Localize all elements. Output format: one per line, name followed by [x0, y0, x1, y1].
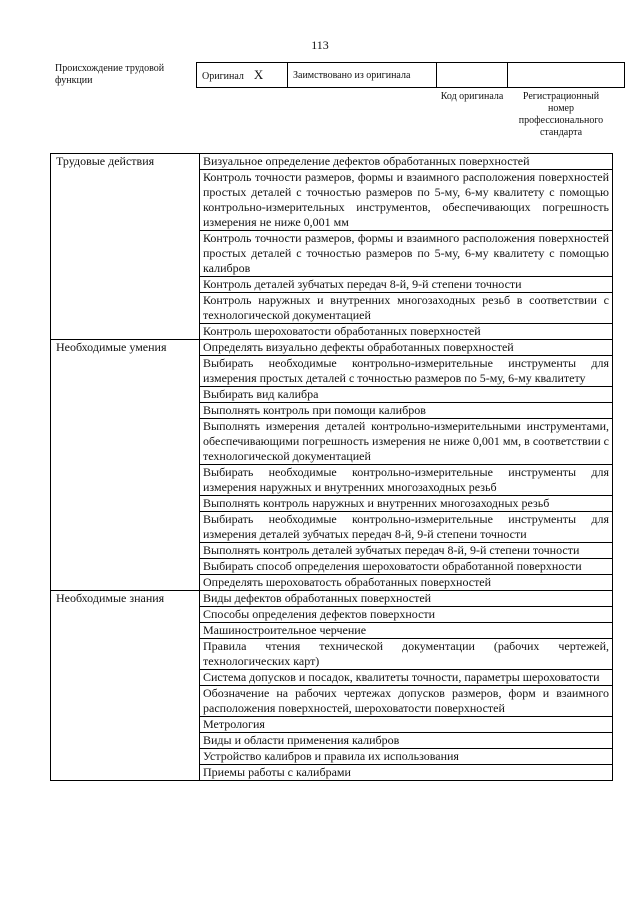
list-item: Визуальное определение дефектов обработанных поверхностей: [200, 154, 613, 170]
table-row: [51, 154, 613, 170]
code-cell: [437, 63, 508, 88]
list-item: Контроль наружных и внутренних многозаходных резьб в соответствии с технологической документацией: [200, 293, 613, 324]
list-item: Контроль шероховатости обработанных поверхностей: [200, 324, 613, 340]
list-item: Выбирать необходимые контрольно-измерительные инструменты для измерения простых деталей с точностью размеров по 5-му, 6-му квалитету: [200, 356, 613, 387]
list-item: Машиностроительное черчение: [200, 623, 613, 639]
list-item: Определять визуально дефекты обработанных поверхностей: [200, 340, 613, 356]
list-item: Выполнять контроль при помощи калибров: [200, 403, 613, 419]
list-item: Выполнять контроль деталей зубчатых передач 8-й, 9-й степени точности: [200, 543, 613, 559]
original-cell: [197, 63, 288, 88]
list-item: Система допусков и посадок, квалитеты точности, параметры шероховатости: [200, 670, 613, 686]
reg-number-cell: [508, 63, 625, 88]
function-table: [50, 153, 613, 781]
list-item: Выбирать необходимые контрольно-измерительные инструменты для измерения наружных и внутренних многозаходных резьб: [200, 465, 613, 496]
list-item: Выполнять измерения деталей контрольно-измерительными инструментами, обеспечивающими погрешность измерения не ниже 0,001 мм, в соответствии с технологической документацией: [200, 419, 613, 465]
list-item: Обозначение на рабочих чертежах допусков размеров, форм и взаимного расположения поверхностей, шероховатости поверхностей: [200, 686, 613, 717]
list-item: Виды и области применения калибров: [200, 733, 613, 749]
list-item: Выбирать способ определения шероховатости обработанной поверхности: [200, 559, 613, 575]
borrowed-cell: Заимствовано из оригинала: [288, 63, 437, 88]
origin-table: [196, 62, 625, 88]
list-item: Контроль деталей зубчатых передач 8-й, 9-й степени точности: [200, 277, 613, 293]
code-caption: Код оригинала: [440, 91, 504, 102]
list-item: Виды дефектов обработанных поверхностей: [200, 591, 613, 607]
page-number: 113: [311, 38, 329, 52]
reg-number-caption: Регистрационный номер профессионального стандарта: [518, 91, 604, 138]
list-item: Выбирать вид калибра: [200, 387, 613, 403]
table-row: [51, 591, 613, 607]
list-item: Правила чтения технической документации (рабочих чертежей, технологических карт): [200, 639, 613, 670]
list-item: Определять шероховатость обработанных поверхностей: [200, 575, 613, 591]
table-row: [51, 340, 613, 356]
list-item: Контроль точности размеров, формы и взаимного расположения поверхностей простых деталей с точностью размеров по 5-му, 6-му квалитету с помощью контрольно-измерительных инструментов, обеспечивающих погрешность измерения не ниже 0,001 мм: [200, 170, 613, 231]
list-item: Метрология: [200, 717, 613, 733]
list-item: Способы определения дефектов поверхности: [200, 607, 613, 623]
section-title-knowledge: Необходимые знания: [51, 591, 200, 781]
origin-label: Происхождение трудовой функции: [55, 63, 165, 86]
original-mark: X: [253, 67, 264, 82]
list-item: Контроль точности размеров, формы и взаимного расположения поверхностей простых деталей с точностью размеров по 5-му, 6-му квалитету с помощью калибров: [200, 231, 613, 277]
list-item: Выбирать необходимые контрольно-измерительные инструменты для измерения деталей зубчатых передач 8-й, 9-й степени точности: [200, 512, 613, 543]
list-item: Приемы работы с калибрами: [200, 765, 613, 781]
list-item: Выполнять контроль наружных и внутренних многозаходных резьб: [200, 496, 613, 512]
original-label: Оригинал: [202, 71, 244, 82]
section-title-actions: Трудовые действия: [51, 154, 200, 340]
list-item: Устройство калибров и правила их использования: [200, 749, 613, 765]
section-title-skills: Необходимые умения: [51, 340, 200, 591]
